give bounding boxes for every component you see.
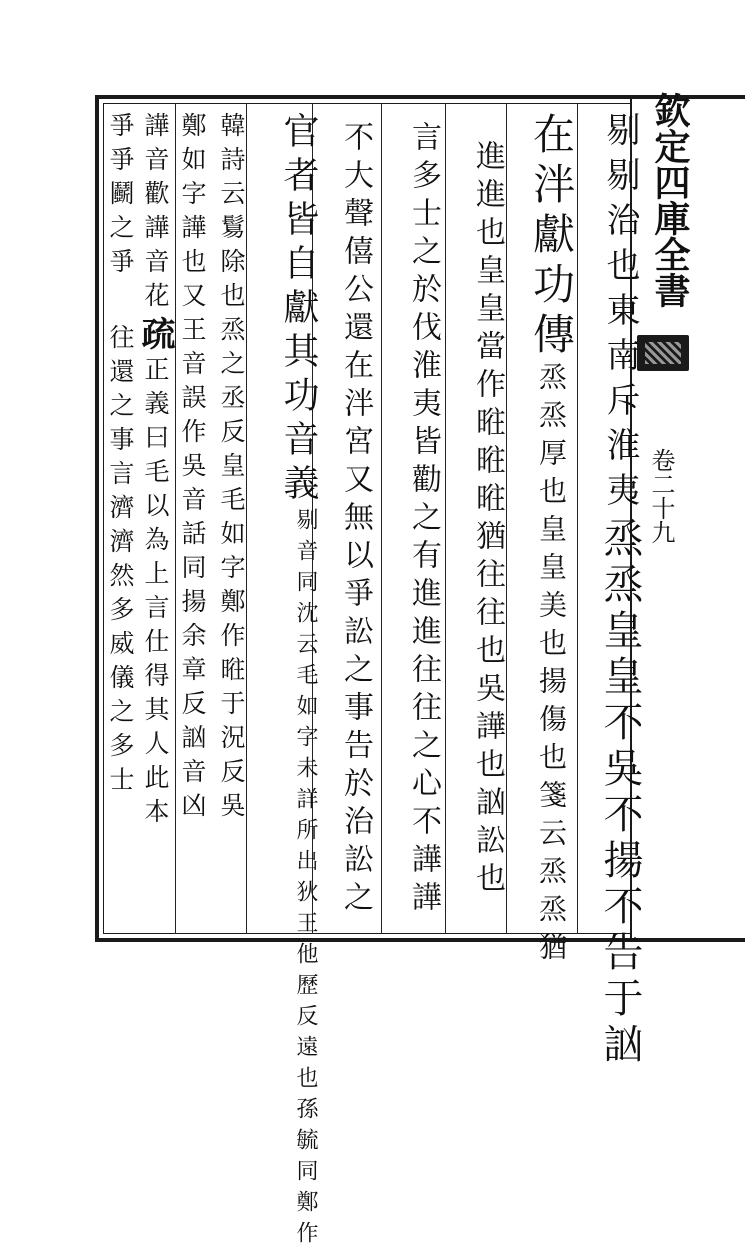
- text-column-1: [580, 112, 643, 1069]
- column-rule: [381, 103, 382, 934]
- note-line-left: 剔音同沈云毛如字未詳所出: [293, 508, 318, 880]
- note-text: 譁音歡譁音花: [141, 112, 170, 316]
- column-rule: [246, 103, 247, 934]
- fishtail-mark: [637, 335, 689, 371]
- text-column-7: [180, 112, 244, 927]
- column-rule: [445, 103, 446, 934]
- note-text: 正義曰毛以為上言仕得其人此本: [141, 356, 170, 832]
- text-column-6: [250, 112, 319, 1252]
- note-line-left: 鄭如字譁也又王音誤作吳音話同揚余章反訩音凶: [178, 112, 207, 826]
- text-column-3: [452, 112, 505, 927]
- column-rule: [175, 103, 176, 934]
- text-column-4: [388, 112, 441, 927]
- book-title: 欽定四庫全書: [649, 92, 691, 308]
- commentary-text: 言多士之於伐淮夷皆勸之有進進往往之心不譁譁: [406, 120, 441, 919]
- text-column-5: [320, 112, 373, 927]
- note-line-right: 狄王他歷反遠也孫毓同鄭作: [293, 880, 318, 1252]
- column-rule: [506, 103, 507, 934]
- note-text: 爭爭鬬之爭: [106, 112, 135, 282]
- shu-marker: 疏: [135, 316, 175, 356]
- main-text: 在泮獻功傳: [527, 112, 576, 362]
- main-text: 官者皆自獻其功音義: [278, 112, 319, 508]
- text-column-2: [512, 112, 576, 970]
- double-line-note: [286, 508, 316, 1252]
- volume-number: 卷二十九: [647, 448, 675, 544]
- note-text: 往還之事言濟濟然多威儀之多士: [106, 324, 135, 800]
- main-text: 烝烝皇皇不吳不揚不告于訩: [597, 517, 643, 1069]
- commentary-text: 烝烝厚也皇皇美也揚傷也箋云烝烝猶: [535, 362, 568, 970]
- text-column-8: [106, 112, 175, 927]
- commentary-text: 不大聲僖公還在泮宮又無以爭訟之事告於治訟之: [338, 120, 373, 919]
- commentary-text: 進進也皇皇當作暀暀暀猶往往也吳譁也訩訟也: [470, 139, 505, 900]
- note-line-right: 韓詩云鬄除也烝之丞反皇毛如字鄭作暀于況反吳: [217, 112, 246, 826]
- column-rule: [577, 103, 578, 934]
- note-line-left: [108, 112, 133, 927]
- note-line-right: [135, 112, 175, 927]
- main-text: 剔剔治也東南斥淮夷: [600, 112, 640, 517]
